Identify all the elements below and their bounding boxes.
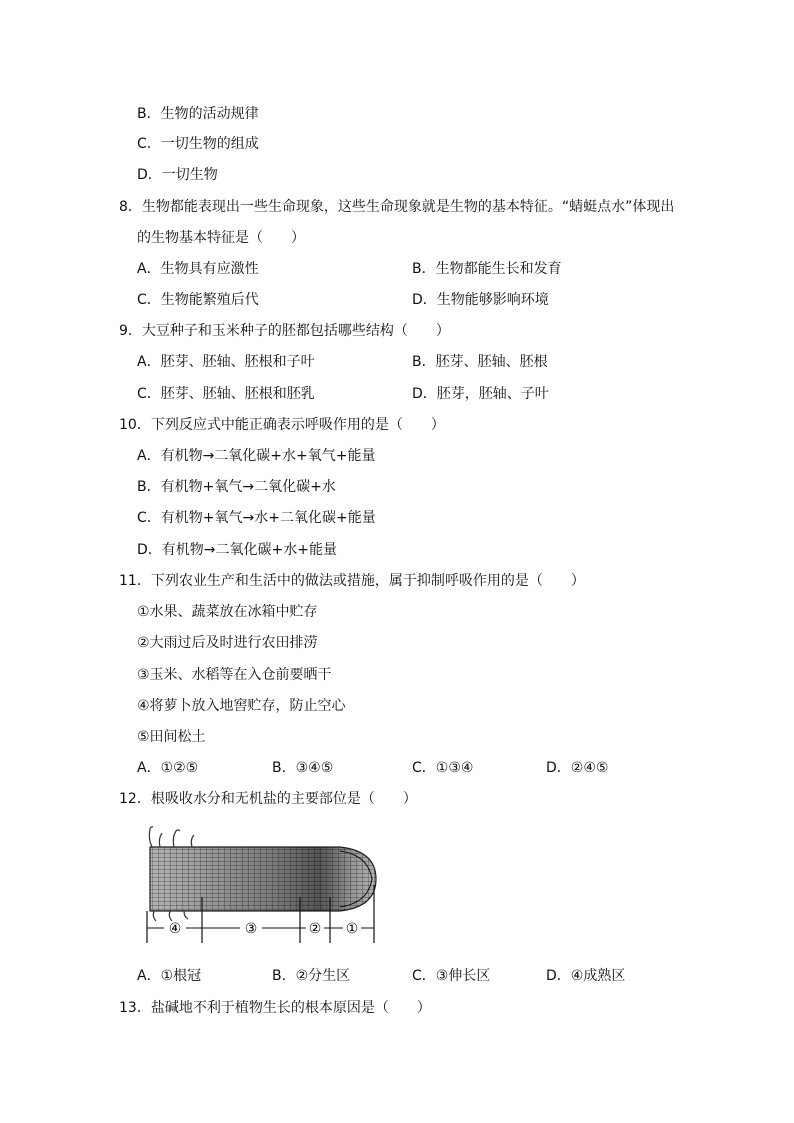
q11-item-4: ④将萝卜放入地窖贮存，防止空心 xyxy=(137,698,346,714)
q10-option-b: B．有机物+氧气→二氧化碳+水 xyxy=(137,479,336,495)
q11-option-b: B．③④⑤ xyxy=(272,760,334,776)
q11-item-5: ⑤田间松土 xyxy=(137,729,206,745)
zone-label-1: ① xyxy=(345,921,359,937)
q7-option-b: B．生物的活动规律 xyxy=(137,106,259,122)
q8-option-d: D．生物能够影响环境 xyxy=(412,292,549,308)
q11-option-d: D．②④⑤ xyxy=(546,760,609,776)
q12-option-a: A．①根冠 xyxy=(137,968,202,984)
q8-stem-line1: 8．生物都能表现出一些生命现象，这些生命现象就是生物的基本特征。“蜻蜓点水”体现出 xyxy=(119,199,675,215)
q11-option-c: C．①③④ xyxy=(412,760,474,776)
q10-option-c: C．有机物+氧气→水+二氧化碳+能量 xyxy=(137,510,376,526)
q9-option-a: A．胚芽、胚轴、胚根和子叶 xyxy=(137,354,315,370)
q9-option-d: D．胚芽，胚轴、子叶 xyxy=(412,386,549,402)
q9-stem: 9．大豆种子和玉米种子的胚都包括哪些结构（ ） xyxy=(119,323,450,339)
q7-option-c: C．一切生物的组成 xyxy=(137,136,259,152)
q12-option-c: C．③伸长区 xyxy=(412,968,491,984)
q12-stem: 12．根吸收水分和无机盐的主要部位是（ ） xyxy=(119,791,417,807)
q8-option-a: A．生物具有应激性 xyxy=(137,261,259,277)
q11-option-a: A．①②⑤ xyxy=(137,760,199,776)
root-tip-figure xyxy=(140,825,385,950)
q10-option-a: A．有机物→二氧化碳+水+氧气+能量 xyxy=(137,448,376,464)
zone-label-4: ④ xyxy=(168,921,182,937)
q11-item-2: ②大雨过后及时进行农田排涝 xyxy=(137,635,318,651)
q11-stem: 11．下列农业生产和生活中的做法或措施，属于抑制呼吸作用的是（ ） xyxy=(119,573,585,589)
q11-item-3: ③玉米、水稻等在入仓前要晒干 xyxy=(137,667,332,683)
zone-label-3: ③ xyxy=(244,921,258,937)
q11-item-1: ①水果、蔬菜放在冰箱中贮存 xyxy=(137,604,318,620)
q10-stem: 10．下列反应式中能正确表示呼吸作用的是（ ） xyxy=(119,417,445,433)
q7-option-d: D．一切生物 xyxy=(137,167,218,183)
zone-label-2: ② xyxy=(308,921,322,937)
q8-stem-line2: 的生物基本特征是（ ） xyxy=(137,230,305,246)
q8-option-b: B．生物都能生长和发育 xyxy=(412,261,562,277)
q10-option-d: D．有机物→二氧化碳+水+能量 xyxy=(137,542,337,558)
q12-option-d: D．④成熟区 xyxy=(546,968,626,984)
q9-option-c: C．胚芽、胚轴、胚根和胚乳 xyxy=(137,386,315,402)
q12-option-b: B．②分生区 xyxy=(272,968,351,984)
q13-stem: 13．盐碱地不利于植物生长的根本原因是（ ） xyxy=(119,1000,431,1016)
q8-option-c: C．生物能繁殖后代 xyxy=(137,292,259,308)
q9-option-b: B．胚芽、胚轴、胚根 xyxy=(412,354,548,370)
